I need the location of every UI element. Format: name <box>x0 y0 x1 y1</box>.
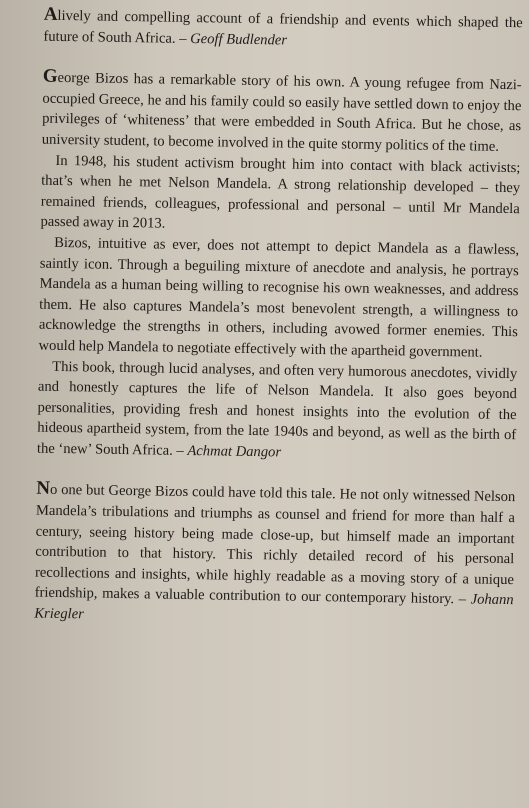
quote-paragraph <box>38 233 519 364</box>
attribution: Geoff Budlender <box>190 30 288 49</box>
drop-cap: N <box>36 478 51 500</box>
quote-text: lively and compelling account of a friendship and events which shaped the future of South Africa. – <box>43 7 523 47</box>
quote-text: o one but George Bizos could have told this tale. He not only witnessed Nelson Mandela’s tribulations and triumphs as counsel and friend for more than half a century, seeing history being made close-up, but himself made an important contribution to that history. This richly detailed record of his personal recollections and insights, while highly readable as a moving story of a unique friendship, makes a valuable contribution to our contemporary history. – <box>34 482 516 608</box>
quote-text: In 1948, his student activism brought him into contact with black activists; that’s when he met Nelson Mandela. A strong relationship developed – they remained friends, colleagues, professional and personal – until Mr Mandela passed away in 2013. <box>40 152 521 232</box>
quote-paragraph <box>43 5 523 55</box>
quote-kriegler <box>34 479 515 632</box>
quote-text: This book, through lucid analyses, and often very humorous anecdotes, vividly and honestly captures the life of Nelson Mandela. It also goes beyond personalities, providing fresh and honest insights into the evolution of the hideous apartheid system, from the late 1940s and beyond, as well as the birth of the ‘new’ South Africa. – <box>36 358 518 459</box>
drop-cap: A <box>43 3 58 25</box>
quote-text: Bizos, intuitive as ever, does not attempt to depict Mandela as a flawless, saintly icon. Through a beguiling mixture of anecdote and analysis, he portrays Mandela as a human being willing to recognise his own weaknesses, and address them. He also captures Mandela’s most benevolent strength, a willingness to acknowledge the strengths in others, including avowed former enemies. This would help Mandela to negotiate effectively with the apartheid government. <box>38 234 520 361</box>
quote-paragraph <box>40 150 520 240</box>
attribution: Achmat Dangor <box>187 442 282 461</box>
quote-paragraph <box>42 67 522 158</box>
attribution: Johann Kriegler <box>34 591 514 623</box>
quote-dangor <box>37 67 522 467</box>
drop-cap: G <box>42 65 58 88</box>
quote-budlender <box>43 5 523 55</box>
quote-paragraph <box>34 479 515 632</box>
quote-text: eorge Bizos has a remarkable story of his own. A young refugee from Nazi-occupied Greece, he and his family could so easily have settled down to enjoy the privileges of ‘whiteness’ that were embedded in South Africa. But he chose, as university student, to become involved in the quite stormy politics of the time. <box>41 70 522 155</box>
quote-paragraph <box>37 356 518 466</box>
